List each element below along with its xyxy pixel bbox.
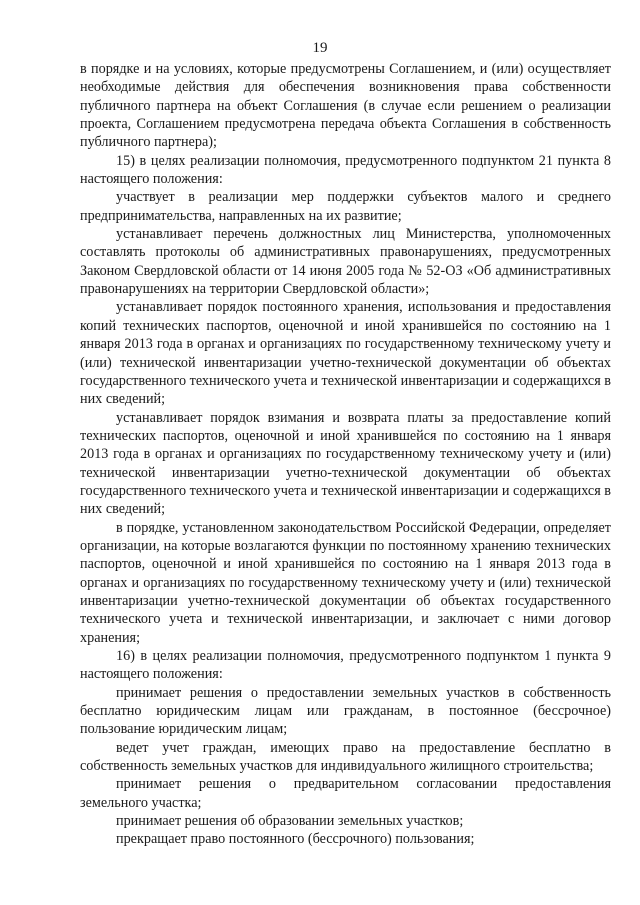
paragraph-item-16: 16) в целях реализации полномочия, предусмотренного подпунктом 1 пункта 9 настоящего положения: (80, 648, 611, 683)
paragraph: участвует в реализации мер поддержки субъектов малого и среднего предпринимательства, направленных на их развитие; (80, 189, 611, 224)
paragraph: принимает решения о предоставлении земельных участков в собственность бесплатно юридическим лицам или гражданам, в постоянное (бессрочное) пользование юридическим лицам; (80, 684, 611, 738)
paragraph: устанавливает порядок постоянного хранения, использования и предоставления копий технических паспортов, оценочной и иной хранившейся по состоянию на 1 января 2013 года в органах и организациях по государственному техническому учету и (или) технической инвентаризации учетно-технической документации об объектах государственного технического учета и технической инвентаризации и содержащихся в них сведений; (80, 299, 612, 408)
paragraph: принимает решения об образовании земельных участков; (116, 813, 464, 830)
paragraph: в порядке, установленном законодательством Российской Федерации, определяет организации, на которые возлагаются функции по постоянному хранению технических паспортов, оценочной и иной хранившейся по состоянию на 1 января 2013 года в органах и организациях по государственному техническому учету и (или) технической инвентаризации учетно-технической документации об объектах государственного технического учета и технической инвентаризации, и заключает с ними договор хранения; (80, 519, 611, 646)
paragraph-item-15: 15) в целях реализации полномочия, предусмотренного подпунктом 21 пункта 8 настоящего положения: (80, 152, 611, 188)
document-body (80, 60, 611, 849)
paragraph: устанавливает порядок взимания и возврата платы за предоставление копий технических паспортов, оценочной и иной хранившейся по состоянию на 1 января 2013 года в органах и организациях по государственному техническому учету и (или) технической инвентаризации учетно-технической документации об объектах государственного технического учета и технической инвентаризации и содержащихся в них сведений; (80, 409, 612, 518)
paragraph: прекращает право постоянного (бессрочного) пользования; (116, 831, 475, 848)
paragraph-continuation: в порядке и на условиях, которые предусмотрены Соглашением, и (или) осуществляет необходимые действия для обеспечения возникновения права собственности публичного партнера на объект Соглашения (в случае если решением о реализации проекта, Соглашением предусмотрена передача объекта Соглашения в собственность публичного партнера); (80, 61, 611, 151)
page-number: 19 (312, 40, 328, 56)
paragraph: устанавливает перечень должностных лиц Министерства, уполномоченных составлять протоколы об административных правонарушениях, предусмотренных Законом Свердловской области от 14 июня 2005 года № 52-ОЗ «Об административных правонарушениях на территории Свердловской области»; (80, 226, 611, 298)
paragraph: принимает решения о предварительном согласовании предоставления земельного участка; (80, 776, 611, 811)
paragraph: ведет учет граждан, имеющих право на предоставление бесплатно в собственность земельных участков для индивидуального жилищного строительства; (80, 739, 611, 775)
